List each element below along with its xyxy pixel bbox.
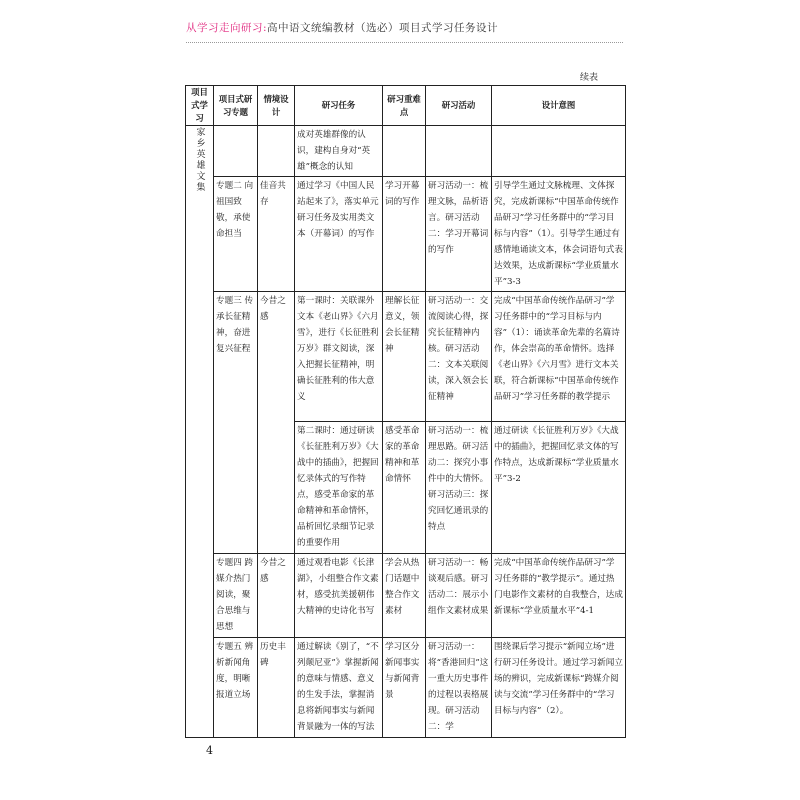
task-cell: 第一课时：关联课外文本《老山界》《六月雪》，进行《长征胜利万岁》群文阅读，深入把握长征精神，明确长征胜利的伟大意义 [295,292,383,422]
col-header-task: 研习任务 [295,86,383,126]
activities-cell: 研习活动一：梳理思路。研习活动二：探究小事件中的大情怀。研习活动三：探究回忆通讯录的特点 [426,422,492,554]
task-cell: 通过学习《中国人民站起来了》，落实单元研习任务及实用类文本（开幕词）的写作 [295,177,383,292]
col-header-intent: 设计意图 [492,86,626,126]
header-divider [186,42,623,43]
col-header-difficulty: 研习重难点 [383,86,426,126]
topic-cell: 专题三 传承长征精神，奋进复兴征程 [214,292,258,554]
header-book-title: 高中语文统编教材（选必）项目式学习任务设计 [267,22,499,34]
unit-label: 家乡英雄文集 [194,127,205,193]
task-cell: 通过解读《别了，“不列颠尼亚”》掌握新闻的意味与情感、意义的生发手法，掌握消息将新闻事实与新闻背景融为一体的写法 [295,638,383,738]
situation-cell: 佳音共存 [258,177,295,292]
situation-cell: 今昔之感 [258,292,295,554]
task-cell: 第二课时：通过研读《长征胜利万岁》《大战中的插曲》，把握回忆录体式的写作特点，感受革命家的革命精神和革命情怀，品析回忆录细节记录的重要作用 [295,422,383,554]
col-header-situation: 情境设计 [258,86,295,126]
intent-cell: 通过研读《长征胜利万岁》《大战中的插曲》，把握回忆录文体的写作特点，达成新课标“学业质量水平”3-2 [492,422,626,554]
activities-cell: 研习活动一：交流阅读心得，探究长征精神内核。研习活动二：文本关联阅读，深入领会长征精神 [426,292,492,422]
activities-cell [426,126,492,177]
topic-cell [214,126,258,177]
topic-cell: 专题五 辨析新闻角度，明晰报道立场 [214,638,258,738]
task-cell: 成对英雄群像的认识，建构自身对“英雄”概念的认知 [295,126,383,177]
col-header-project: 项目式学习 [186,86,214,126]
intent-cell: 完成“中国革命传统作品研习”学习任务群中的“学习目标与内容”（1）：诵读革命先辈的名篇诗作，体会崇高的革命情怀。选择《老山界》《六月雪》进行文本关联，符合新课标“中国革命传统作品研习”学习任务群的教学提示 [492,292,626,422]
table-header-row [186,86,626,126]
situation-cell [258,126,295,177]
difficulty-cell: 学习区分新闻事实与新闻背景 [383,638,426,738]
intent-cell: 围绕课后学习提示“新闻立场”进行研习任务设计。通过学习新闻立场的辨识，完成新课标“跨媒介阅读与交流”学习任务群中的“学习目标与内容”（2）。 [492,638,626,738]
intent-cell: 引导学生通过文脉梳理、文体探究，完成新课标“中国革命传统作品研习”学习任务群中的“学习目标与内容”（1）。引导学生通过有感情地诵读文本，体会词语句式表达效果，达成新课标“学业质量水平”3-3 [492,177,626,292]
continued-label: 续表 [580,73,599,83]
col-header-topic: 项目式研习专题 [214,86,258,126]
header-series-title: 从学习走向研习: [186,22,268,34]
running-header [186,20,498,35]
difficulty-cell: 理解长征意义，领会长征精神 [383,292,426,422]
difficulty-cell [383,126,426,177]
difficulty-cell: 学会从热门话题中整合作文素材 [383,554,426,638]
activities-cell: 研习活动一：梳理文脉，品析语言。研习活动二：学习开幕词的写作 [426,177,492,292]
activities-cell: 研习活动一：将“香港回归”这一重大历史事件的过程以表格展现。研习活动二：学 [426,638,492,738]
project-task-table [185,85,626,738]
situation-cell: 今昔之感 [258,554,295,638]
difficulty-cell: 学习开幕词的写作 [383,177,426,292]
task-cell: 通过观看电影《长津湖》，小组整合作文素材，感受抗美援朝伟大精神的史诗化书写 [295,554,383,638]
table-row [186,638,626,738]
table-row [186,554,626,638]
table-row [186,292,626,422]
topic-cell: 专题四 跨媒介热门阅读，聚合思维与思想 [214,554,258,638]
intent-cell [492,126,626,177]
unit-cell [186,126,214,738]
activities-cell: 研习活动一：畅谈观后感。研习活动二：展示小组作文素材成果 [426,554,492,638]
col-header-activities: 研习活动 [426,86,492,126]
intent-cell: 完成“中国革命传统作品研习”学习任务群的“教学提示”。通过热门电影作文素材的自我整合，达成新课标“学业质量水平”4-1 [492,554,626,638]
table-row [186,126,626,177]
difficulty-cell: 感受革命家的革命精神和革命情怀 [383,422,426,554]
topic-cell: 专题二 向祖国致敬，承使命担当 [214,177,258,292]
table-row [186,177,626,292]
situation-cell: 历史丰碑 [258,638,295,738]
page-number: 4 [206,744,213,757]
